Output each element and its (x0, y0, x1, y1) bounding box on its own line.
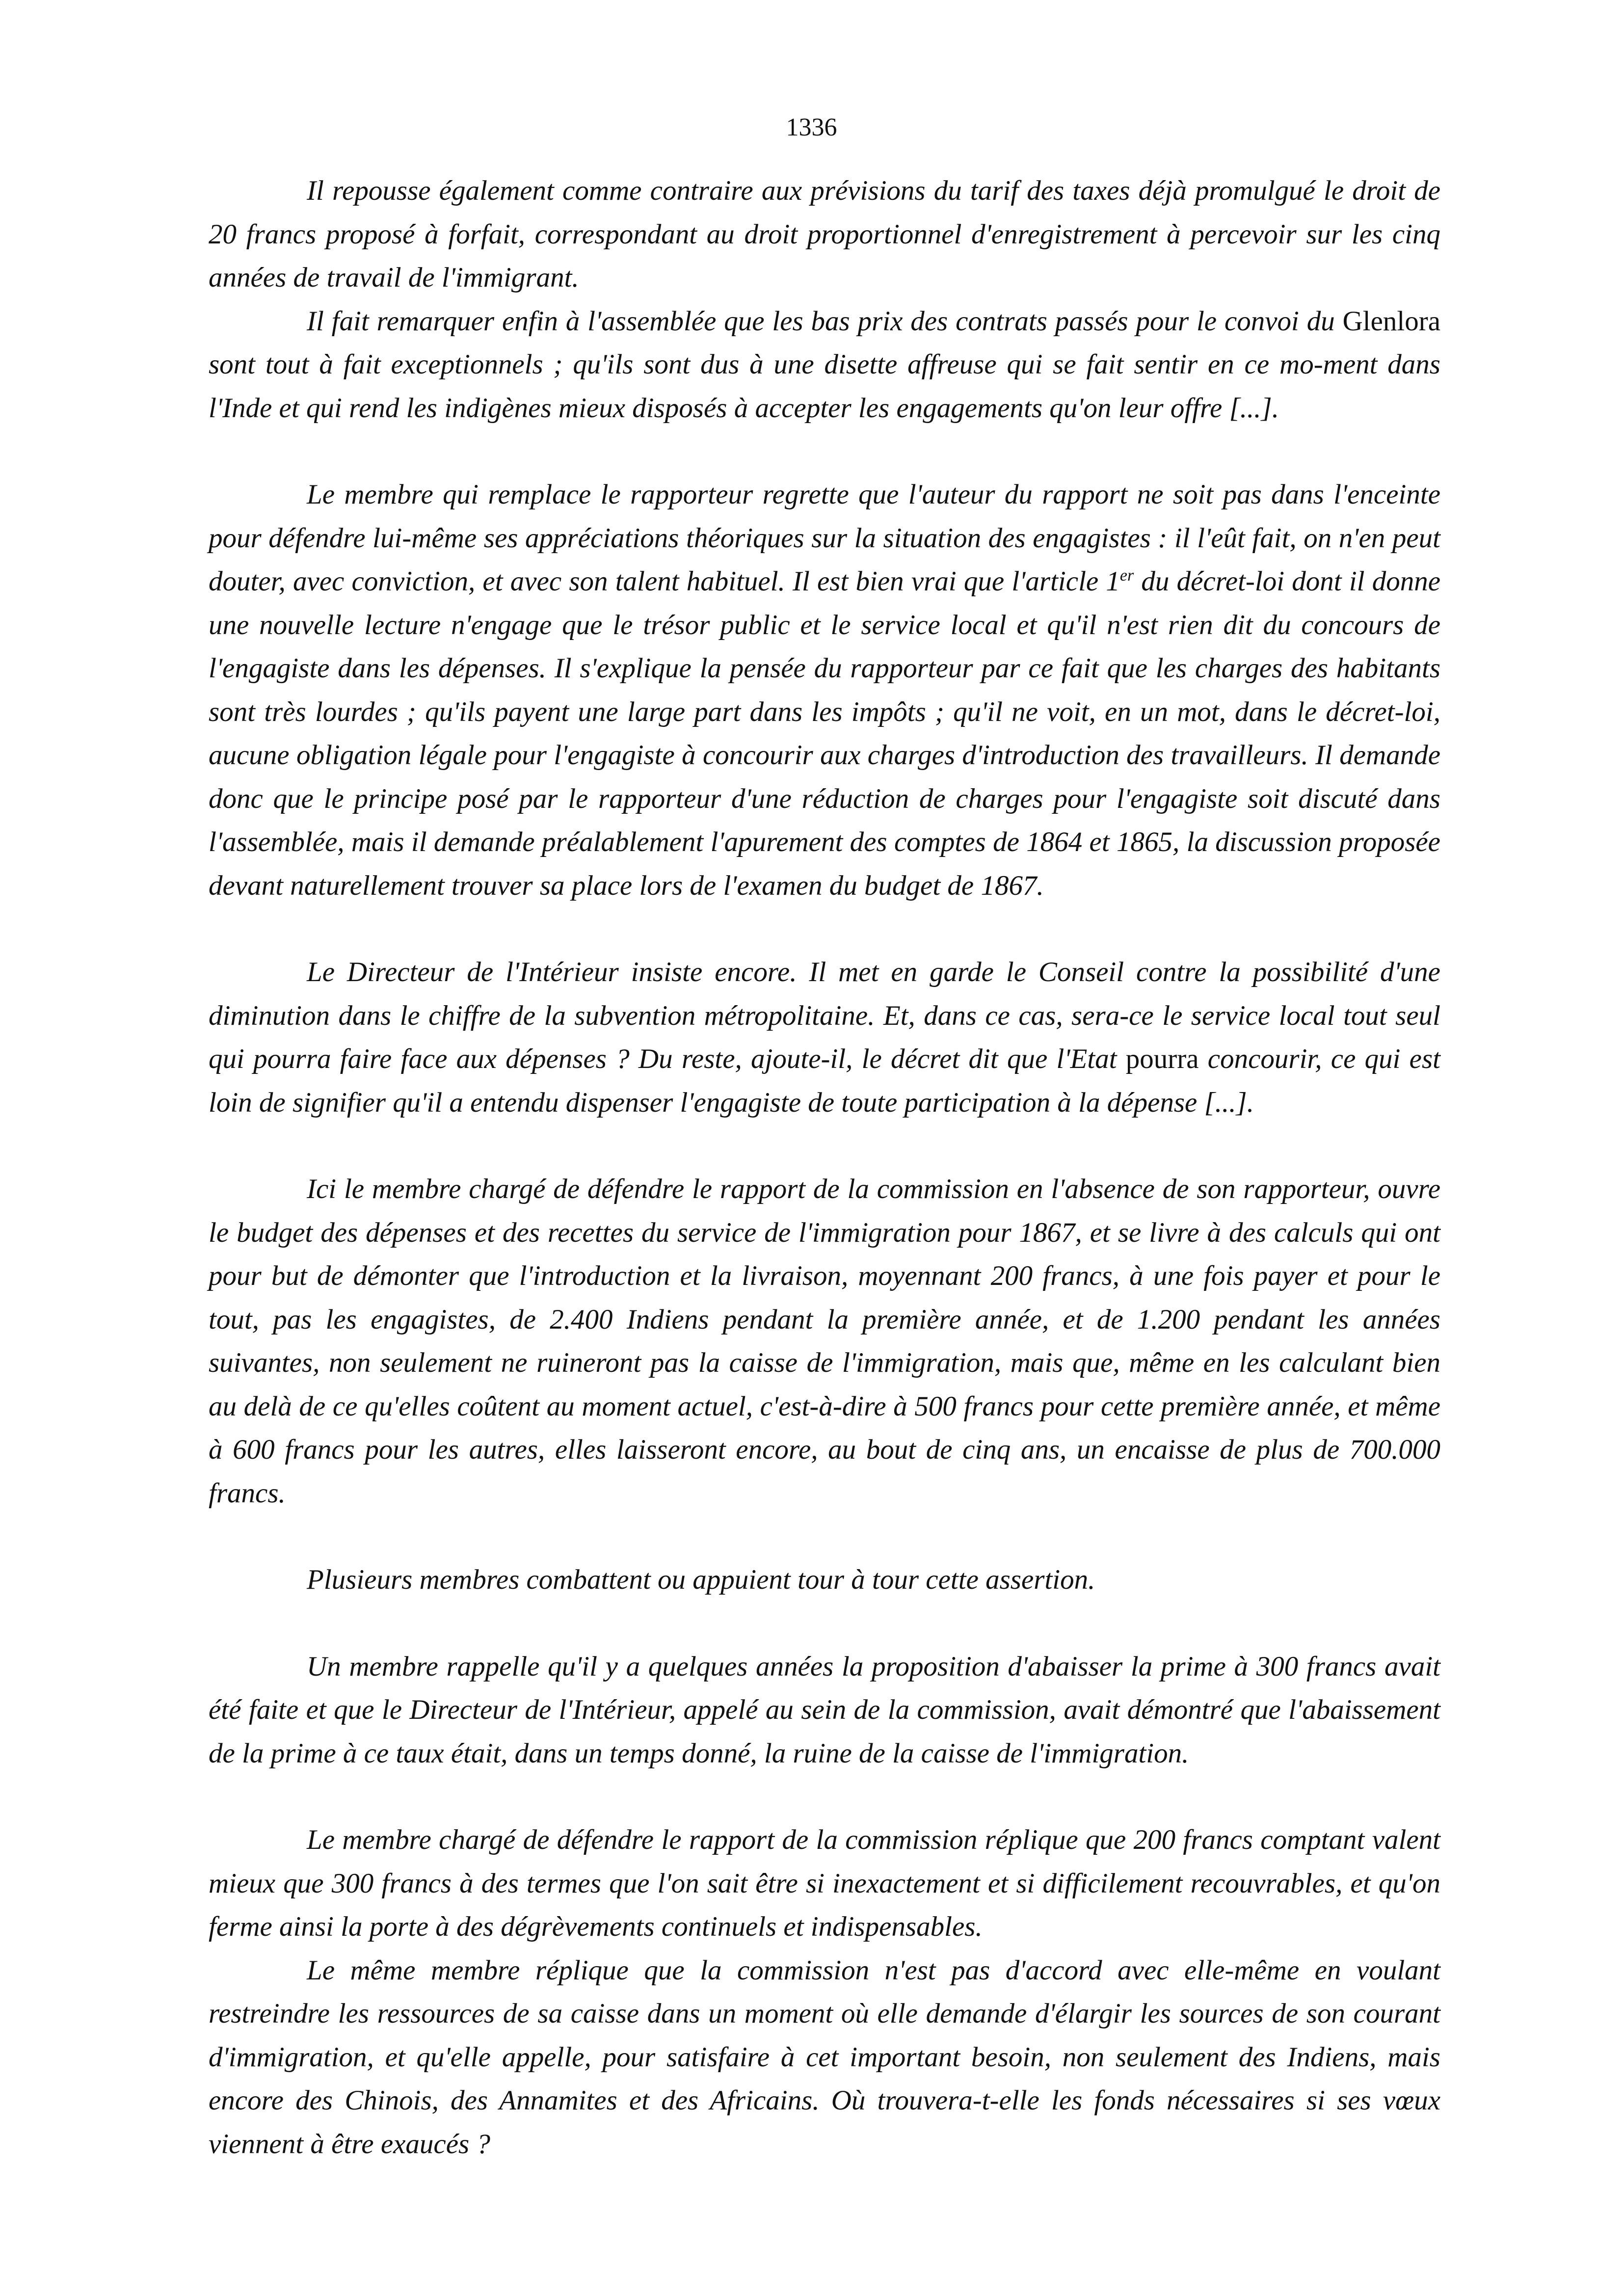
emphasized-word: pourra (1125, 1043, 1199, 1074)
paragraph-6: Plusieurs membres combattent ou appuient tour à tour cette assertion. (307, 1564, 1095, 1595)
paragraph-4-text-a: Le Directeur de l'Intérieur insiste encore. Il met en garde le Conseil contre la possibilité d'une diminution dans le chiffre de la subvention métropolitaine. Et, dans ce cas, sera-ce le service local tout seul qui pourra faire face aux dépenses ? Du reste, ajoute-il, le décret dit que l'Etat (209, 957, 1440, 1074)
paragraph-3 (209, 473, 1440, 908)
paragraph-8: Le membre chargé de défendre le rapport de la commission réplique que 200 francs comptant valent mieux que 300 francs à des termes que l'on sait être si inexactement et si difficilement recouvrables, et qu'on ferme ainsi la porte à des dégrèvements continuels et indispensables. (209, 1824, 1440, 1942)
paragraph-1: Il repousse également comme contraire aux prévisions du tarif des taxes déjà promulgué le droit de 20 francs proposé à forfait, correspondant au droit proportionnel d'enregistrement à percevoir sur les cinq années de travail de l'immigrant. (209, 175, 1440, 293)
article-ordinal-superscript: er (1119, 566, 1134, 585)
paragraph-7: Un membre rappelle qu'il y a quelques années la proposition d'abaisser la prime à 300 francs avait été faite et que le Directeur de l'Intérieur, appelé au sein de la commission, avait démontré que l'abaissement de la prime à ce taux était, dans un temps donné, la ruine de la caisse de l'immigration. (209, 1651, 1440, 1769)
paragraph-3-text-b: du décret-loi dont il donne une nouvelle lecture n'engage que le trésor public et le service local et qu'il n'est rien dit du concours de l'engagiste dans les dépenses. Il s'explique la pensée du rapporteur par ce fait que les charges des habitants sont très lourdes ; qu'ils payent une large part dans les impôts ; qu'il ne voit, en un mot, dans le décret-loi, aucune obligation légale pour l'engagiste à concourir aux charges d'introduction des travailleurs. Il demande donc que le principe posé par le rapporteur d'une réduction de charges pour l'engagiste soit discuté dans l'assemblée, mais il demande préalablement l'apurement des comptes de 1864 et 1865, la discussion proposée devant naturellement trouver sa place lors de l'examen du budget de 1867. (209, 566, 1441, 901)
paragraph-2-text-b: sont tout à fait exceptionnels ; qu'ils sont dus à une disette affreuse qui se fait sentir en ce mo-ment dans l'Inde et qui rend les indigènes mieux disposés à accepter les engagements qu'on leur offre [...]. (209, 349, 1440, 424)
paragraph-9: Le même membre réplique que la commission n'est pas d'accord avec elle-même en voulant restreindre les ressources de sa caisse dans un moment où elle demande d'élargir les sources de son courant d'immigration, et qu'elle appelle, pour satisfaire à cet important besoin, non seulement des Indiens, mais encore des Chinois, des Annamites et des Africains. Où trouvera-t-elle les fonds nécessaires si ses vœux viennent à être exaucés ? (209, 1954, 1440, 2160)
paragraph-4 (209, 951, 1440, 1124)
paragraph-2 (209, 300, 1440, 430)
paragraph-2-text-a: Il fait remarquer enfin à l'assemblée que les bas prix des contrats passés pour le convoi du (307, 305, 1343, 337)
document-body (209, 169, 1440, 2166)
ship-name: Glenlora (1342, 305, 1440, 337)
paragraph-5: Ici le membre chargé de défendre le rapport de la commission en l'absence de son rapporteur, ouvre le budget des dépenses et des recettes du service de l'immigration pour 1867, et se livre à des calculs qui ont pour but de démonter que l'introduction et la livraison, moyennant 200 francs, à une fois payer et pour le tout, pas les engagistes, de 2.400 Indiens pendant la première année, et de 1.200 pendant les années suivantes, non seulement ne ruineront pas la caisse de l'immigration, mais que, même en les calculant bien au delà de ce qu'elles coûtent au moment actuel, c'est-à-dire à 500 francs pour cette première année, et même à 600 francs pour les autres, elles laisseront encore, au bout de cinq ans, un encaisse de plus de 700.000 francs. (209, 1174, 1440, 1509)
paragraph-4-text-b: concourir, ce qui est loin de signifier qu'il a entendu dispenser l'engagiste de toute participation à la dépense [...]. (209, 1043, 1441, 1118)
paragraph-3-text-a: Le membre qui remplace le rapporteur regrette que l'auteur du rapport ne soit pas dans l'enceinte pour défendre lui-même ses appréciations théoriques sur la situation des engagistes : il l'eût fait, on n'en peut douter, avec conviction, et avec son talent habituel. Il est bien vrai que l'article 1 (209, 479, 1440, 597)
page-number: 1336 (786, 113, 837, 141)
